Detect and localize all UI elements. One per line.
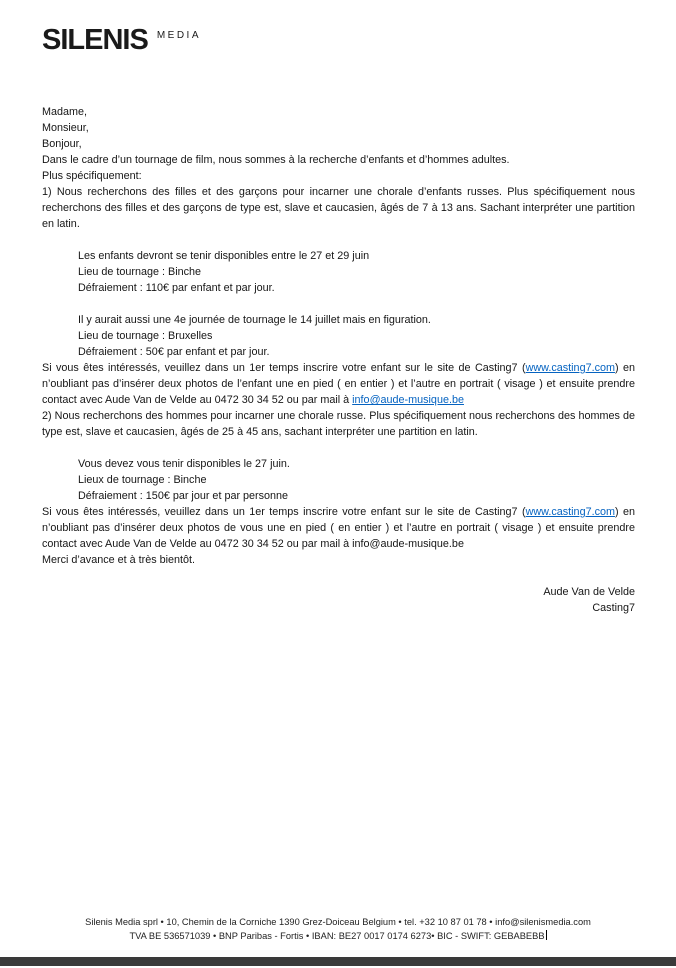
casting7-website-link-2[interactable]: www.casting7.com	[525, 506, 615, 518]
company-logo	[42, 26, 201, 55]
email-link[interactable]: info@aude-musique.be	[352, 394, 464, 406]
logo-tagline: MEDIA	[156, 30, 201, 41]
section1-contact-text-pre: Si vous êtes intéressés, veuillez dans un 1er temps inscrire votre enfant sur le site de Casting7 (	[42, 362, 526, 374]
section1-extra-day: Il y aurait aussi une 4e journée de tournage le 14 juillet mais en figuration.	[78, 314, 431, 326]
closing-line: Merci d’avance et à très bientôt.	[42, 554, 196, 566]
intro-line-2: Plus spécifiquement:	[42, 170, 142, 182]
salutation-madame: Madame,	[42, 106, 88, 118]
greeting: Bonjour,	[42, 138, 82, 150]
letter-body	[42, 104, 635, 616]
casting7-website-link[interactable]: www.casting7.com	[525, 362, 615, 374]
section2-compensation: Défraiement : 150€ par jour et par personne	[78, 490, 289, 502]
section2-contact-text-mid: ) en n’oubliant pas d’insérer deux photos de vous une en pied ( en entier ) et l’autre en portrait ( visage ) et ensuite prendre contact avec Aude Van de Velde au 0472 30 34 52 ou par mail à info@aude-musique.be	[42, 506, 635, 550]
logo-wordmark: SILENIS	[42, 24, 148, 56]
section1-extra-compensation: Défraiement : 50€ par enfant et par jour.	[78, 346, 270, 358]
salutation-monsieur: Monsieur,	[42, 122, 89, 134]
section1-details-block-2	[42, 312, 635, 360]
signature-block	[42, 584, 635, 616]
section2-contact-text-pre: Si vous êtes intéressés, veuillez dans un 1er temps inscrire votre enfant sur le site de Casting7 (	[42, 506, 526, 518]
section2-details-block	[42, 456, 635, 504]
signature-name: Aude Van de Velde	[543, 586, 635, 598]
footer-line-2-text: TVA BE 536571039 • BNP Paribas - Fortis • IBAN: BE27 0017 0174 6273• BIC - SWIFT: GEBABEBB	[129, 931, 545, 941]
section1-location: Lieu de tournage : Binche	[78, 266, 202, 278]
section2-contact-paragraph	[42, 504, 635, 552]
text-cursor	[546, 930, 547, 940]
section1-paragraph: 1) Nous recherchons des filles et des garçons pour incarner une chorale d’enfants russes. Plus spécifiquement nous recherchons des filles et des garçons de type est, slave et caucasien, âgés de 7 à 13 ans. Sachant interpréter une partition en latin.	[42, 186, 635, 230]
section1-contact-paragraph	[42, 360, 635, 408]
bottom-bar	[0, 957, 676, 966]
section2-location: Lieux de tournage : Binche	[78, 474, 207, 486]
section2-availability: Vous devez vous tenir disponibles le 27 juin.	[78, 458, 290, 470]
section1-contact-text-mid: ) en n’oubliant pas d’insérer deux photos de l’enfant une en pied ( en entier ) et l’autre en portrait ( visage ) et ensuite prendre contact avec Aude Van de Velde au 0472 30 34 52 ou par mail à	[42, 362, 635, 406]
section1-compensation: Défraiement : 110€ par enfant et par jour.	[78, 282, 275, 294]
signature-company: Casting7	[592, 602, 635, 614]
intro-line-1: Dans le cadre d’un tournage de film, nous sommes à la recherche d’enfants et d’hommes adultes.	[42, 154, 510, 166]
section1-details-block-1	[42, 248, 635, 296]
footer-line-2	[0, 929, 676, 943]
section1-availability: Les enfants devront se tenir disponibles entre le 27 et 29 juin	[78, 250, 370, 262]
page-footer	[0, 915, 676, 943]
section2-paragraph: 2) Nous recherchons des hommes pour incarner une chorale russe. Plus spécifiquement nous recherchons des hommes de type est, slave et caucasien, âgés de 25 à 45 ans, sachant interpréter une partition en latin.	[42, 410, 635, 438]
section1-extra-location: Lieu de tournage : Bruxelles	[78, 330, 213, 342]
footer-line-1: Silenis Media sprl • 10, Chemin de la Corniche 1390 Grez-Doiceau Belgium • tel. +32 10 87 01 78 • info@silenismedia.com	[85, 917, 591, 927]
